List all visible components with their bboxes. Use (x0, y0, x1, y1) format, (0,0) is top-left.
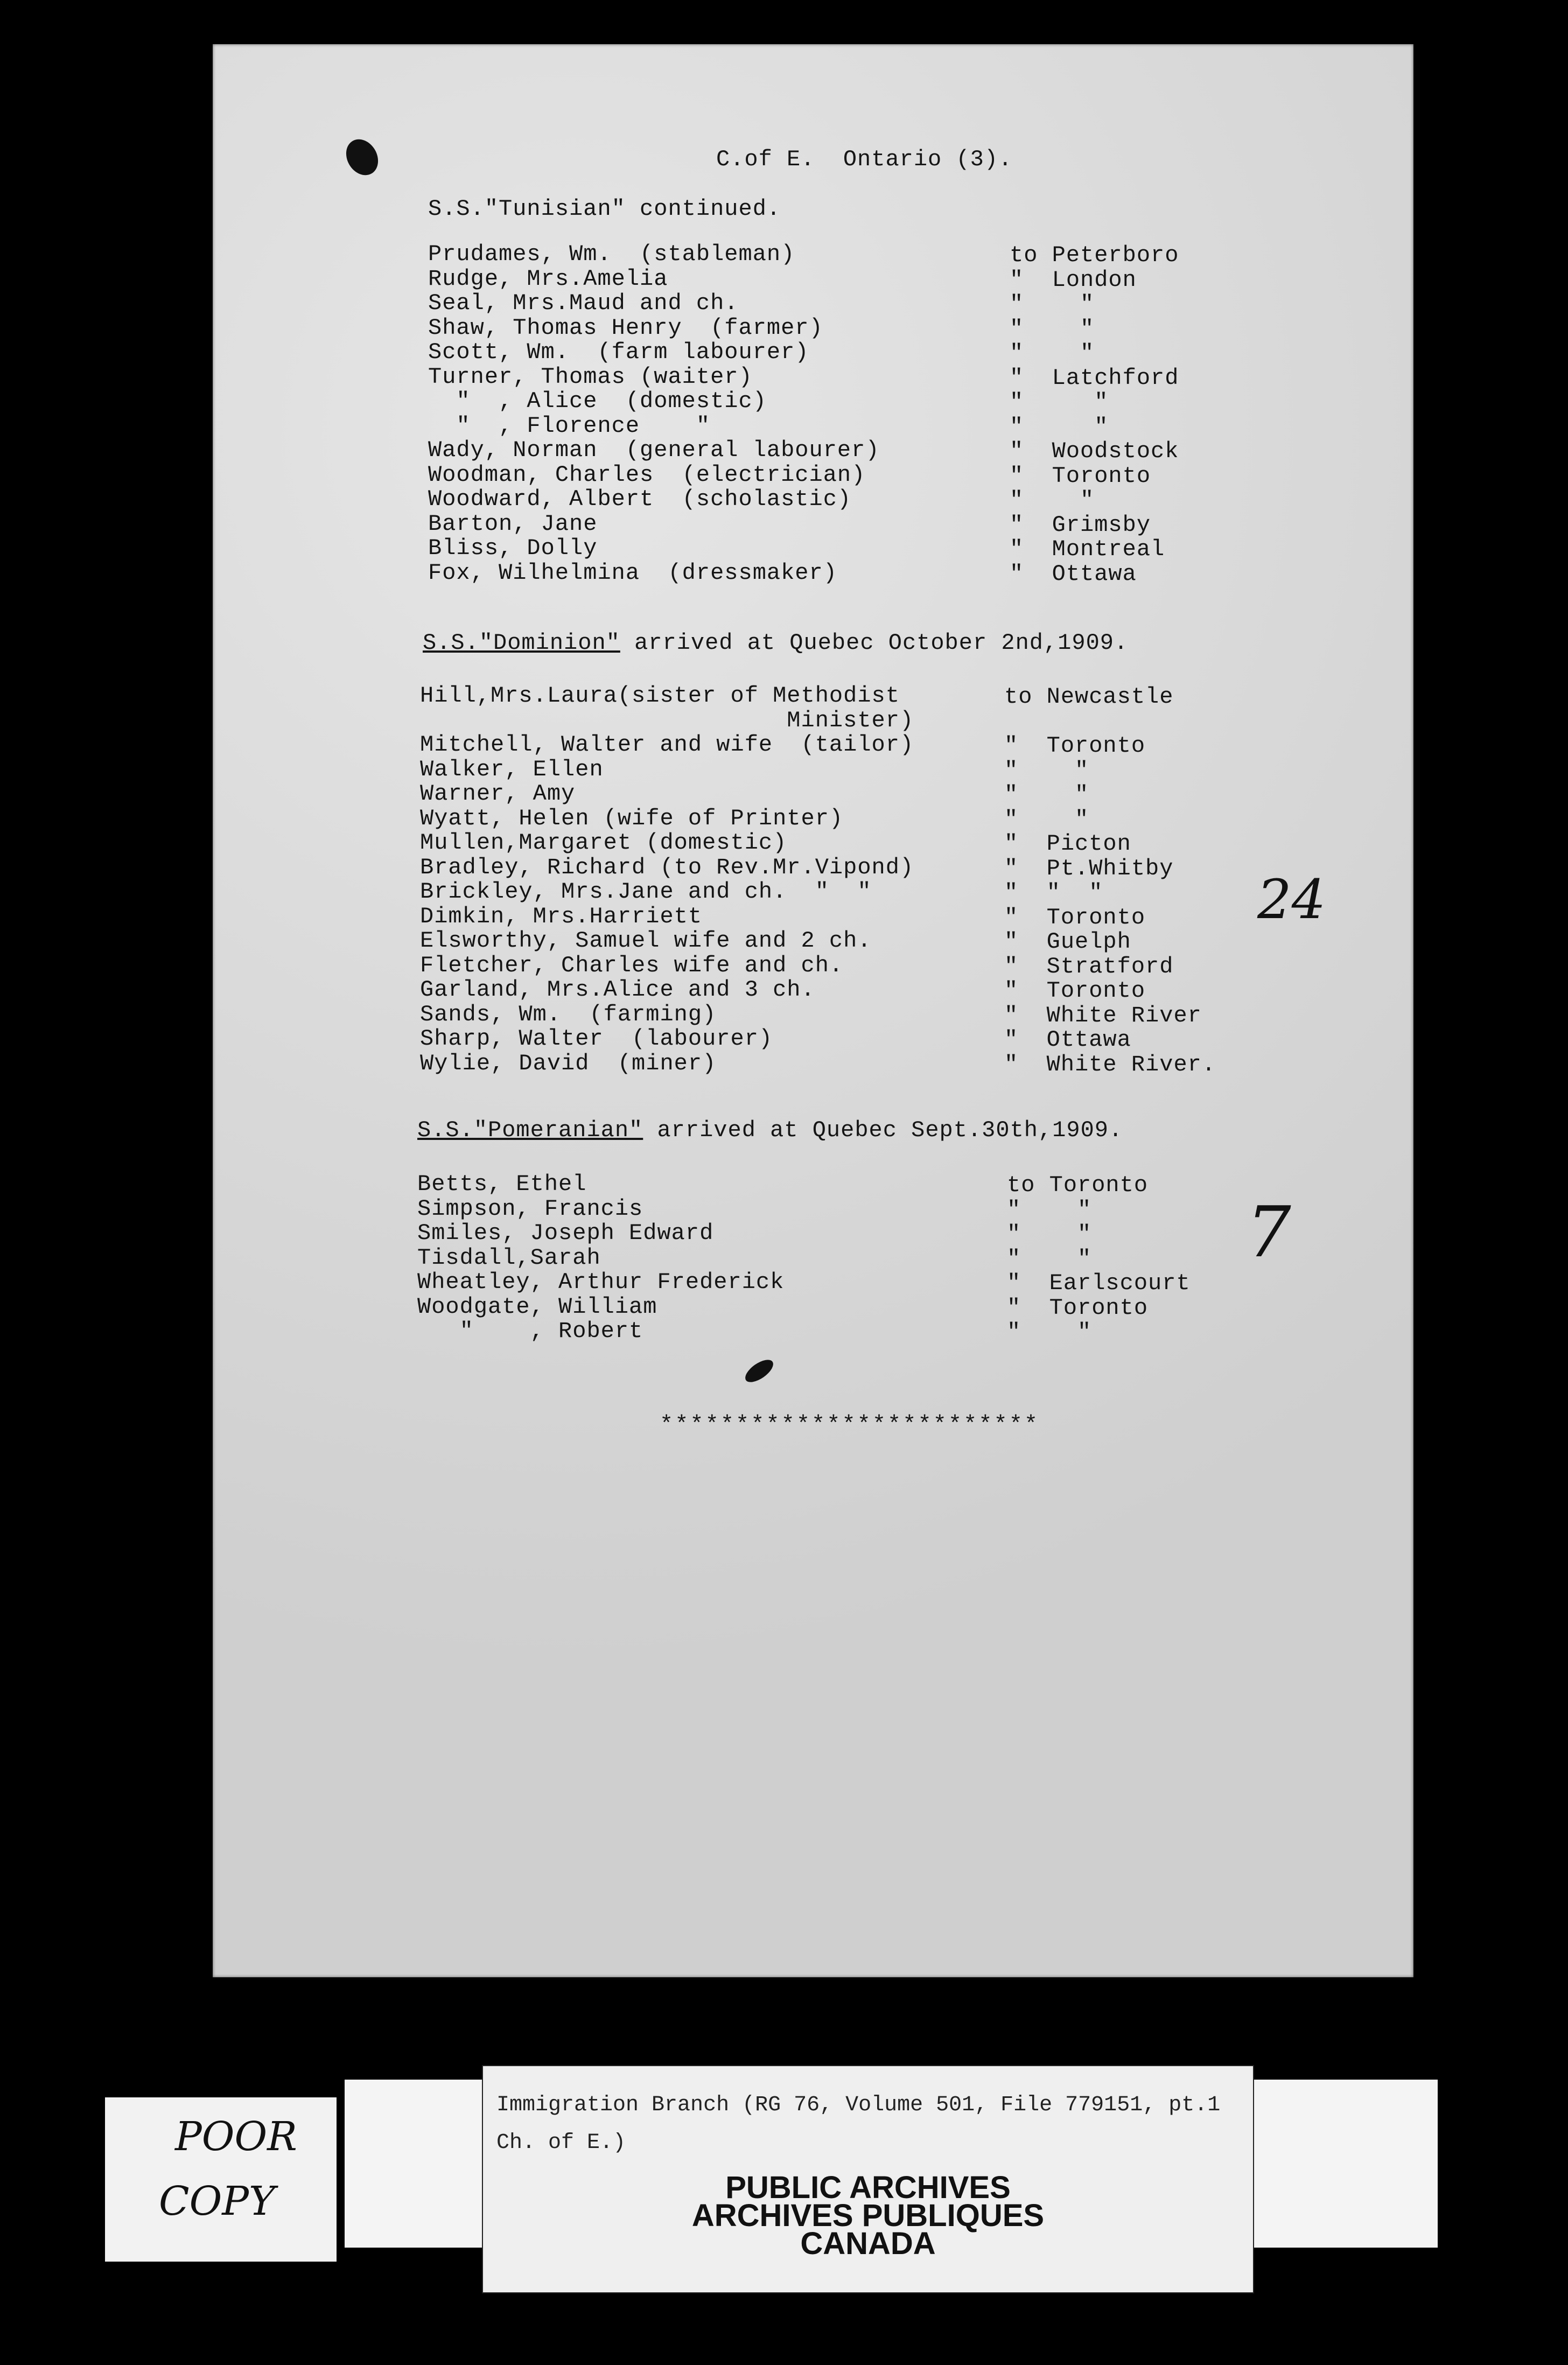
passenger-name: Minister) (420, 707, 914, 733)
poor-copy-note (105, 2097, 337, 2262)
passenger-destination: " Picton (1004, 831, 1131, 857)
passenger-destination: " " (1010, 389, 1109, 415)
passenger-destination: " London (1010, 267, 1137, 293)
passenger-name: Fox, Wilhelmina (dressmaker) (428, 559, 837, 586)
passenger-destination: " Latchford (1010, 365, 1179, 391)
passenger-name: " , Robert (417, 1318, 643, 1344)
passenger-name: Elsworthy, Samuel wife and 2 ch. (420, 928, 872, 954)
passenger-destination: " Toronto (1004, 904, 1146, 930)
poor-copy-line-1: POOR (175, 2114, 297, 2160)
section-title-pomeranian (417, 1117, 1123, 1143)
passenger-destination: " Pt.Whitby (1004, 855, 1174, 881)
passenger-name: Rudge, Mrs.Amelia (428, 265, 668, 292)
passenger-destination: " Montreal (1010, 536, 1165, 562)
passenger-destination: " White River (1004, 1002, 1202, 1028)
passenger-destination: " " (1004, 806, 1089, 832)
passenger-destination: " " (1010, 291, 1095, 317)
section-title-tunisian: S.S."Tunisian" continued. (428, 196, 781, 222)
arrival-info-dominion: arrived at Quebec October 2nd,1909. (620, 630, 1129, 656)
passenger-name: Bradley, Richard (to Rev.Mr.Vipond) (420, 854, 914, 880)
ship-name-dominion: S.S."Dominion" (423, 630, 620, 656)
passenger-name: Turner, Thomas (waiter) (428, 363, 753, 390)
section-title-dominion (423, 630, 1128, 656)
handwritten-count-pomeranian: 7 (1247, 1191, 1291, 1273)
passenger-name: Woodward, Albert (scholastic) (428, 486, 852, 512)
passenger-name: Mullen,Margaret (domestic) (420, 830, 787, 856)
passenger-name: " , Florence " (428, 412, 711, 439)
passenger-name: " , Alice (domestic) (428, 388, 767, 414)
passenger-destination: " Ottawa (1010, 561, 1137, 587)
passenger-name: Wyatt, Helen (wife of Printer) (420, 805, 844, 831)
passenger-name: Wady, Norman (general labourer) (428, 437, 880, 463)
passenger-destination: " " (1007, 1197, 1092, 1223)
passenger-destination: " Stratford (1004, 953, 1174, 979)
passenger-destination: to Newcastle (1004, 684, 1174, 710)
passenger-destination: " Woodstock (1010, 438, 1179, 464)
archive-country: CANADA (800, 2226, 936, 2261)
ship-name-pomeranian: S.S."Pomeranian" (417, 1117, 643, 1143)
reference-line-1: Immigration Branch (RG 76, Volume 501, File 779151, pt.1 (496, 2093, 1221, 2117)
ink-smudge (741, 1355, 776, 1386)
passenger-destination: " " (1010, 316, 1095, 342)
passenger-name: Dimkin, Mrs.Harriett (420, 903, 703, 929)
passenger-destination: " " (1010, 414, 1109, 440)
passenger-destination: " Ottawa (1004, 1027, 1131, 1053)
reference-line-2: Ch. of E.) (496, 2131, 626, 2155)
passenger-destination: " " (1007, 1246, 1092, 1272)
passenger-destination: " " " (1004, 880, 1103, 906)
passenger-name: Scott, Wm. (farm labourer) (428, 339, 809, 365)
archive-reference-card (482, 2065, 1254, 2293)
passenger-name: Simpson, Francis (417, 1195, 643, 1222)
passenger-destination: " " (1004, 782, 1089, 808)
passenger-destination: " Toronto (1004, 978, 1146, 1004)
passenger-name: Barton, Jane (428, 510, 598, 537)
passenger-destination: " Toronto (1007, 1295, 1149, 1321)
divider-asterisks: ************************* (660, 1412, 1040, 1438)
passenger-destination: " Toronto (1004, 733, 1146, 759)
page-header: C.of E. Ontario (3). (716, 146, 1013, 172)
ink-blot (340, 134, 384, 181)
passenger-name: Brickley, Mrs.Jane and ch. " " (420, 879, 872, 905)
passenger-destination: " " (1007, 1221, 1092, 1247)
passenger-destination: " White River. (1004, 1051, 1216, 1077)
passenger-destination: " " (1010, 487, 1095, 513)
passenger-name: Woodgate, William (417, 1293, 657, 1320)
passenger-name: Garland, Mrs.Alice and 3 ch. (420, 977, 815, 1003)
passenger-name: Walker, Ellen (420, 756, 604, 782)
archive-name-fr: ARCHIVES PUBLIQUES (691, 2198, 1045, 2233)
passenger-destination: " Toronto (1010, 463, 1151, 489)
passenger-name: Wylie, David (miner) (420, 1050, 717, 1076)
passenger-name: Wheatley, Arthur Frederick (417, 1269, 785, 1295)
passenger-destination: to Peterboro (1010, 242, 1179, 268)
passenger-name: Warner, Amy (420, 781, 576, 807)
passenger-name: Fletcher, Charles wife and ch. (420, 952, 844, 978)
passenger-name: Woodman, Charles (electrician) (428, 461, 866, 488)
archive-name-en: PUBLIC ARCHIVES (725, 2170, 1011, 2205)
passenger-name: Tisdall,Sarah (417, 1244, 601, 1271)
passenger-name: Sands, Wm. (farming) (420, 1001, 717, 1027)
passenger-name: Hill,Mrs.Laura(sister of Methodist (420, 683, 900, 709)
passenger-destination: to Toronto (1007, 1172, 1149, 1198)
passenger-name: Mitchell, Walter and wife (tailor) (420, 732, 914, 758)
poor-copy-line-2: COPY (159, 2178, 275, 2224)
passenger-name: Betts, Ethel (417, 1171, 587, 1197)
passenger-destination: " " (1010, 340, 1095, 366)
arrival-info-pomeranian: arrived at Quebec Sept.30th,1909. (643, 1117, 1123, 1143)
passenger-destination: " " (1004, 757, 1089, 783)
passenger-name: Shaw, Thomas Henry (farmer) (428, 314, 823, 341)
passenger-name: Seal, Mrs.Maud and ch. (428, 290, 739, 316)
passenger-name: Sharp, Walter (labourer) (420, 1026, 773, 1052)
passenger-name: Prudames, Wm. (stableman) (428, 241, 795, 267)
passenger-destination: " Guelph (1004, 929, 1131, 955)
passenger-destination: " Earlscourt (1007, 1270, 1191, 1296)
passenger-destination: " " (1007, 1319, 1092, 1345)
handwritten-count-dominion: 24 (1257, 868, 1326, 931)
passenger-name: Bliss, Dolly (428, 535, 598, 561)
passenger-destination: " Grimsby (1010, 512, 1151, 538)
passenger-name: Smiles, Joseph Edward (417, 1220, 714, 1246)
document-page (213, 44, 1413, 1977)
